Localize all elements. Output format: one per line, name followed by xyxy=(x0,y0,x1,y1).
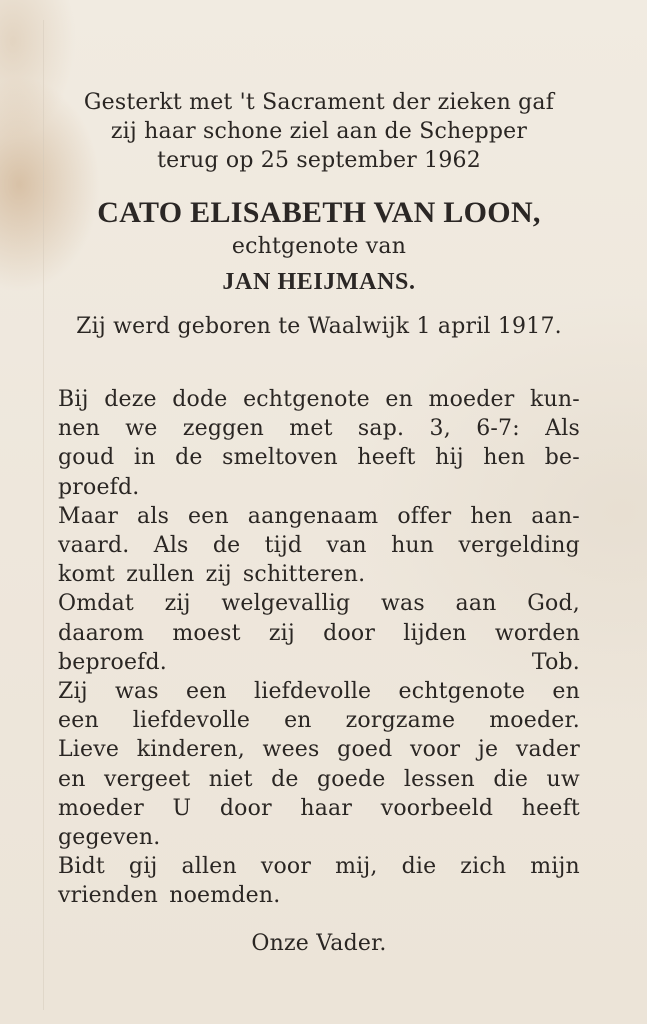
body-word: liefdevolle xyxy=(253,679,372,705)
body-word: zij xyxy=(268,620,295,646)
body-word: allen xyxy=(181,854,237,880)
body-word: hen xyxy=(470,503,513,529)
body-word: van xyxy=(326,533,367,559)
body-line xyxy=(58,502,580,531)
body-line xyxy=(58,619,580,648)
body-word: wees xyxy=(262,737,320,763)
body-word: in xyxy=(133,445,156,471)
body-word: mij, xyxy=(335,854,378,880)
body-word: heeft xyxy=(357,445,416,471)
body-word: je xyxy=(477,737,499,763)
body-word: moeder xyxy=(58,795,144,821)
body-word: zich xyxy=(460,854,507,880)
body-word: welgevallig xyxy=(221,591,351,617)
body-word: aan xyxy=(455,591,497,617)
body-word: daarom xyxy=(58,620,145,646)
body-word: was xyxy=(381,591,425,617)
body-word: voor xyxy=(260,854,312,880)
body-word: hun xyxy=(391,533,435,559)
body-line xyxy=(58,794,580,823)
body-word: haar xyxy=(300,795,353,821)
body-text xyxy=(58,385,580,911)
body-word: moeder. xyxy=(489,708,580,734)
body-word: Bij xyxy=(58,387,89,412)
body-word: worden xyxy=(494,620,580,646)
body-word: en xyxy=(58,766,86,792)
body-word: hen xyxy=(483,445,526,471)
body-word: goede xyxy=(317,766,386,792)
body-line xyxy=(58,648,580,677)
body-word: God, xyxy=(527,591,580,617)
body-word: vergeet xyxy=(104,766,191,792)
body-word: echtgenote xyxy=(398,679,526,705)
body-word: Bidt xyxy=(58,854,105,880)
body-line: gegeven. xyxy=(58,825,161,851)
body-line xyxy=(58,385,580,414)
body-word: en xyxy=(552,679,580,705)
body-word: lessen xyxy=(403,766,475,792)
body-line xyxy=(58,735,580,764)
body-word: en xyxy=(385,387,413,412)
body-word: dode xyxy=(172,387,228,412)
body-word: zij xyxy=(164,591,191,617)
body-line: vrienden noemden. xyxy=(58,883,281,909)
body-word: zeggen xyxy=(182,416,264,442)
body-word: Tob. xyxy=(531,649,580,675)
body-word: Als xyxy=(153,533,189,559)
body-line xyxy=(58,443,580,472)
body-word: kinderen, xyxy=(136,737,245,763)
body-word: gij xyxy=(128,854,158,880)
header-line: zij haar schone ziel aan de Schepper xyxy=(110,119,528,145)
body-word: heeft xyxy=(521,795,580,821)
body-word: nen xyxy=(58,416,100,442)
header-line: terug op 25 september 1962 xyxy=(157,148,481,174)
header-line: Gesterkt met 't Sacrament der zieken gaf xyxy=(83,90,555,115)
deceased-name: CATO ELISABETH VAN LOON, xyxy=(97,196,541,229)
body-word: vaard. xyxy=(58,533,130,559)
body-line xyxy=(58,677,580,706)
body-word: een xyxy=(58,708,99,734)
body-word: Omdat xyxy=(58,591,134,617)
birth-line: Zij werd geboren te Waalwijk 1 april 1917. xyxy=(76,314,562,339)
body-word: aangenaam xyxy=(247,503,379,529)
body-word: die xyxy=(401,854,437,880)
body-word: offer xyxy=(397,503,452,529)
body-word: Lieve xyxy=(58,737,120,763)
body-line: komt zullen zij schitteren. xyxy=(58,562,366,588)
header-text xyxy=(58,88,580,176)
body-word: tijd xyxy=(264,533,303,559)
body-line: proefd. xyxy=(58,474,140,500)
body-word: goed xyxy=(337,737,393,763)
body-word: liefdevolle xyxy=(132,708,251,734)
body-word: en xyxy=(284,708,312,734)
body-word: hij xyxy=(435,445,464,471)
body-word: goud xyxy=(58,445,115,471)
body-word: voor xyxy=(410,737,461,763)
body-line xyxy=(58,852,580,881)
body-line xyxy=(58,414,580,443)
body-word: de xyxy=(271,766,299,792)
body-word: een xyxy=(188,503,229,529)
body-word: smeltoven xyxy=(222,445,338,471)
body-word: door xyxy=(219,795,272,821)
body-word: de xyxy=(212,533,241,559)
body-word: moeder xyxy=(428,387,515,412)
body-word: moest xyxy=(172,620,241,646)
body-word: we xyxy=(125,416,158,442)
body-word: U xyxy=(172,795,192,821)
body-word: be- xyxy=(544,445,580,471)
body-word: 6-7: xyxy=(476,416,520,442)
body-word: voorbeeld xyxy=(380,795,494,821)
spouse-intro: echtgenote van xyxy=(231,234,407,259)
body-line xyxy=(58,706,580,735)
body-word: mijn xyxy=(530,854,580,880)
body-word: de xyxy=(175,445,203,471)
body-word: Maar xyxy=(58,503,119,529)
body-line xyxy=(58,765,580,794)
body-line xyxy=(58,531,580,560)
body-word: lijden xyxy=(403,620,467,646)
body-word: aan- xyxy=(531,503,580,529)
closing-prayer: Onze Vader. xyxy=(251,931,387,956)
body-word: was xyxy=(114,679,159,705)
body-word: sap. xyxy=(357,416,405,442)
body-word: deze xyxy=(104,387,157,412)
body-word: vergelding xyxy=(458,533,580,559)
body-word: Als xyxy=(545,416,580,442)
body-word: beproefd. xyxy=(58,649,167,675)
body-word: 3, xyxy=(429,416,451,442)
body-word: echtgenote xyxy=(243,387,370,412)
body-word: Zij xyxy=(58,679,88,705)
body-word: door xyxy=(323,620,376,646)
spouse-name: JAN HEIJMANS. xyxy=(222,269,416,295)
body-word: vader xyxy=(515,737,580,763)
body-word: zorgzame xyxy=(345,708,456,734)
body-word: niet xyxy=(208,766,253,792)
body-word: uw xyxy=(546,766,580,792)
body-word: die xyxy=(493,766,529,792)
body-word: kun- xyxy=(530,387,580,412)
body-word: met xyxy=(289,416,333,442)
body-line xyxy=(58,589,580,618)
body-word: als xyxy=(137,503,170,529)
body-word: een xyxy=(185,679,227,705)
